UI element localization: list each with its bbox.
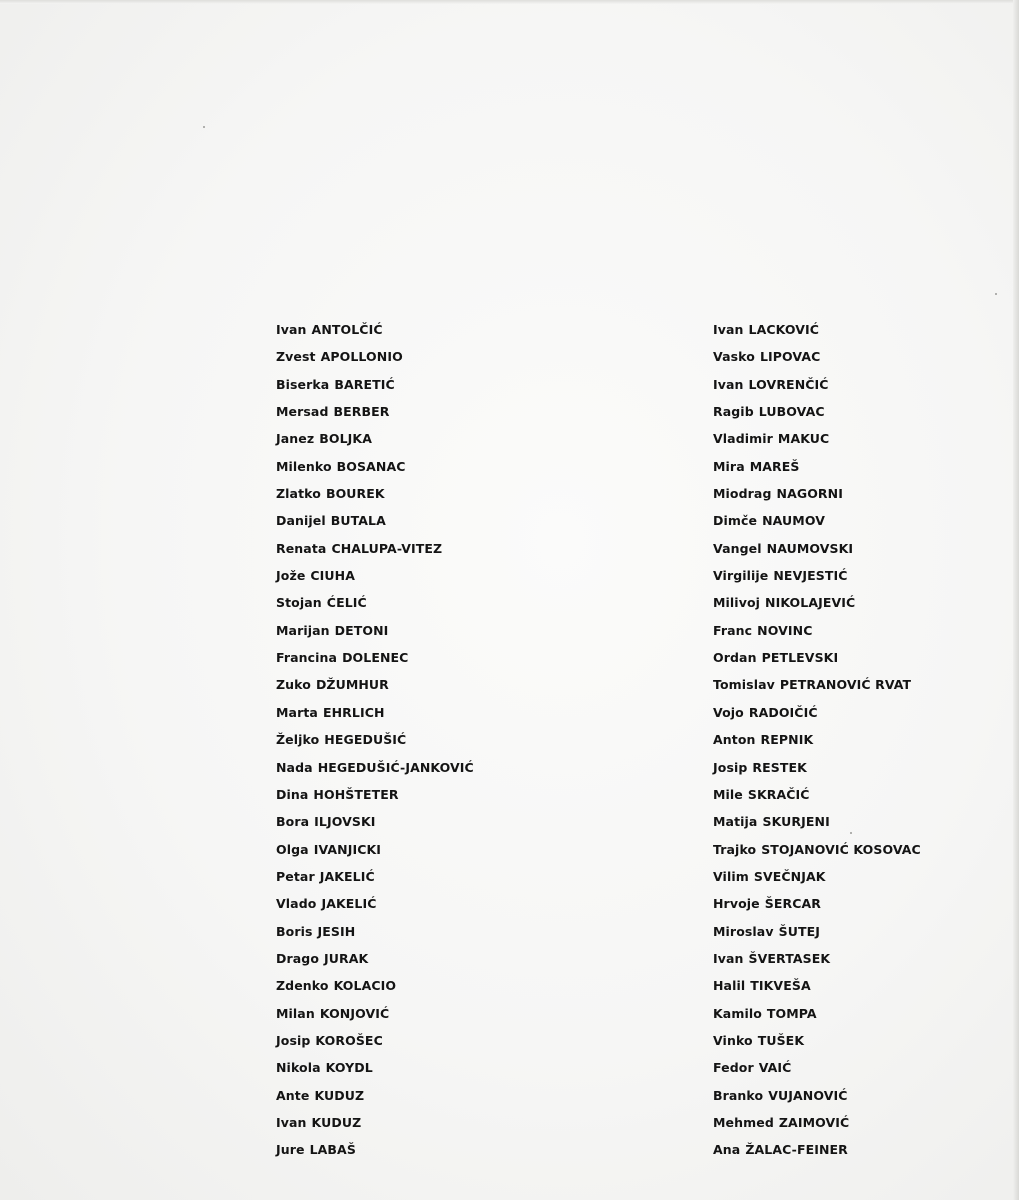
artist-last-name: KUDUZ xyxy=(314,1087,365,1103)
artist-name xyxy=(276,1027,474,1054)
artist-last-name: LACKOVIĆ xyxy=(748,322,820,337)
artist-first-name: Mira xyxy=(713,458,745,474)
artist-first-name: Ivan xyxy=(713,376,744,392)
artist-last-name: LUBOVAC xyxy=(758,404,825,420)
artist-first-name: Željko xyxy=(276,732,320,748)
artist-last-name: NEVJESTIĆ xyxy=(773,568,848,584)
artist-last-name: ŠVERTASEK xyxy=(748,950,831,966)
artist-name xyxy=(276,699,474,726)
artist-name xyxy=(276,781,474,808)
artist-last-name: STOJANOVIĆ KOSOVAC xyxy=(761,841,921,857)
artist-last-name: SVEČNJAK xyxy=(753,868,826,884)
artist-last-name: CIUHA xyxy=(310,568,356,584)
artist-name xyxy=(713,699,921,726)
artist-last-name: BERBER xyxy=(333,404,390,420)
artist-first-name: Ivan xyxy=(276,322,307,337)
artist-last-name: BUTALA xyxy=(330,513,386,529)
artist-last-name: HEGEDUŠIĆ-JANKOVIĆ xyxy=(317,759,474,775)
artist-first-name: Mehmed xyxy=(713,1114,774,1130)
artist-last-name: ŠUTEJ xyxy=(778,923,820,939)
artist-name xyxy=(276,1054,474,1081)
artist-first-name: Fedor xyxy=(713,1060,754,1076)
artist-last-name: LOVRENČIĆ xyxy=(748,376,829,392)
artist-first-name: Ana xyxy=(713,1142,741,1158)
artist-first-name: Branko xyxy=(713,1087,764,1103)
artist-name xyxy=(713,836,921,863)
artist-name xyxy=(276,453,474,480)
artist-first-name: Nada xyxy=(276,759,313,775)
page-right-edge xyxy=(1013,0,1019,1200)
artist-name xyxy=(713,507,921,534)
artist-name xyxy=(713,781,921,808)
artist-name xyxy=(276,808,474,835)
artist-last-name: KOYDL xyxy=(325,1060,373,1076)
artist-name xyxy=(713,562,921,589)
artist-first-name: Jure xyxy=(276,1142,305,1158)
artist-first-name: Ivan xyxy=(713,322,744,337)
artist-name xyxy=(276,371,474,398)
paper-speck xyxy=(995,293,997,295)
artist-first-name: Bora xyxy=(276,814,310,830)
artist-first-name: Miodrag xyxy=(713,486,772,502)
artist-name xyxy=(276,1082,474,1109)
artist-name xyxy=(713,371,921,398)
artist-last-name: TUŠEK xyxy=(757,1032,805,1048)
artist-name xyxy=(713,425,921,452)
artist-last-name: IVANJICKI xyxy=(313,841,382,857)
artist-name xyxy=(713,808,921,835)
artist-last-name: ILJOVSKI xyxy=(314,814,376,830)
artist-first-name: Vojo xyxy=(713,704,744,720)
artist-first-name: Halil xyxy=(713,978,746,994)
artist-last-name: LIPOVAC xyxy=(759,349,821,365)
artist-first-name: Trajko xyxy=(713,841,757,857)
artist-name xyxy=(713,863,921,890)
artist-first-name: Dina xyxy=(276,786,309,802)
artist-last-name: RADOIČIĆ xyxy=(748,704,818,720)
artist-name xyxy=(276,1000,474,1027)
artist-name xyxy=(276,671,474,698)
artist-first-name: Biserka xyxy=(276,376,330,392)
artist-last-name: CHALUPA-VITEZ xyxy=(331,540,443,556)
artist-name xyxy=(276,480,474,507)
artist-name xyxy=(713,671,921,698)
artist-first-name: Tomislav xyxy=(713,677,775,693)
artist-name xyxy=(276,1136,474,1163)
artist-name xyxy=(276,562,474,589)
artist-last-name: NAGORNI xyxy=(776,486,843,502)
artist-last-name: NAUMOV xyxy=(762,513,825,529)
artist-last-name: NAUMOVSKI xyxy=(766,540,854,556)
artist-last-name: NIKOLAJEVIĆ xyxy=(765,595,856,611)
artist-name xyxy=(276,589,474,616)
artist-last-name: BOUREK xyxy=(325,486,385,502)
artist-name xyxy=(713,1082,921,1109)
artist-name xyxy=(713,398,921,425)
artist-name xyxy=(276,863,474,890)
page-top-edge xyxy=(0,0,1019,4)
artist-last-name: ŠERCAR xyxy=(764,896,821,912)
artist-first-name: Renata xyxy=(276,540,327,556)
artist-first-name: Virgilije xyxy=(713,568,769,584)
artist-name xyxy=(276,972,474,999)
artist-last-name: ŽALAC-FEINER xyxy=(745,1142,848,1158)
artist-last-name: HEGEDUŠIĆ xyxy=(324,732,407,748)
artist-first-name: Zuko xyxy=(276,677,311,693)
artist-name xyxy=(713,890,921,917)
artist-first-name: Anton xyxy=(713,732,756,748)
artist-first-name: Vangel xyxy=(713,540,762,556)
artist-first-name: Marijan xyxy=(276,622,330,638)
artist-last-name: MAKUC xyxy=(777,431,830,447)
paper-speck xyxy=(203,126,205,128)
artist-first-name: Kamilo xyxy=(713,1005,762,1021)
artist-last-name: MAREŠ xyxy=(749,458,800,474)
artist-last-name: DOLENEC xyxy=(342,650,409,666)
artist-last-name: KUDUZ xyxy=(311,1114,362,1130)
artist-first-name: Vasko xyxy=(713,349,755,365)
artist-name xyxy=(276,617,474,644)
artist-first-name: Mersad xyxy=(276,404,329,420)
artist-first-name: Ivan xyxy=(276,1114,307,1130)
artist-first-name: Josip xyxy=(276,1032,311,1048)
artist-name xyxy=(276,398,474,425)
artist-first-name: Nikola xyxy=(276,1060,321,1076)
artist-name xyxy=(713,480,921,507)
artist-first-name: Milenko xyxy=(276,458,332,474)
artist-first-name: Milivoj xyxy=(713,595,761,611)
artist-first-name: Stojan xyxy=(276,595,322,611)
artist-first-name: Josip xyxy=(713,759,748,775)
artist-first-name: Ivan xyxy=(713,950,744,966)
artist-last-name: SKRAČIĆ xyxy=(747,786,810,802)
artist-last-name: SKURJENI xyxy=(762,814,830,830)
artist-last-name: HOHŠTETER xyxy=(313,786,399,802)
artist-last-name: BOLJKA xyxy=(319,431,372,447)
artist-first-name: Francina xyxy=(276,650,338,666)
artist-name xyxy=(713,1136,921,1163)
artist-name xyxy=(713,918,921,945)
artist-name xyxy=(713,754,921,781)
artist-first-name: Franc xyxy=(713,622,753,638)
artist-name xyxy=(276,425,474,452)
artist-last-name: VUJANOVIĆ xyxy=(768,1087,848,1103)
artist-last-name: LABAŠ xyxy=(309,1142,356,1158)
artist-first-name: Dimče xyxy=(713,513,758,529)
artist-last-name: TOMPA xyxy=(766,1005,817,1021)
artist-name xyxy=(713,972,921,999)
artist-first-name: Olga xyxy=(276,841,309,857)
artist-name xyxy=(713,589,921,616)
artist-first-name: Milan xyxy=(276,1005,315,1021)
artist-last-name: KONJOVIĆ xyxy=(319,1005,390,1021)
artist-first-name: Vinko xyxy=(713,1032,753,1048)
artist-name xyxy=(276,1109,474,1136)
artist-first-name: Vilim xyxy=(713,868,749,884)
artist-first-name: Drago xyxy=(276,950,320,966)
artist-name xyxy=(713,453,921,480)
artist-last-name: JESIH xyxy=(317,923,356,939)
artist-name xyxy=(713,644,921,671)
artist-last-name: ĆELIĆ xyxy=(326,595,367,611)
artist-name xyxy=(276,644,474,671)
artist-name xyxy=(713,343,921,370)
artist-list-left-column xyxy=(276,316,474,1164)
artist-first-name: Matija xyxy=(713,814,758,830)
artist-name xyxy=(276,890,474,917)
artist-first-name: Mile xyxy=(713,786,743,802)
artist-first-name: Vlado xyxy=(276,896,317,912)
artist-first-name: Vladimir xyxy=(713,431,773,447)
artist-last-name: VAIĆ xyxy=(758,1060,792,1076)
artist-last-name: ZAIMOVIĆ xyxy=(778,1114,850,1130)
artist-last-name: APOLLONIO xyxy=(320,349,403,365)
artist-last-name: JURAK xyxy=(324,950,369,966)
artist-first-name: Boris xyxy=(276,923,313,939)
artist-first-name: Zdenko xyxy=(276,978,329,994)
artist-first-name: Jože xyxy=(276,568,306,584)
artist-last-name: BARETIĆ xyxy=(334,376,395,392)
artist-first-name: Zvest xyxy=(276,349,316,365)
artist-last-name: PETRANOVIĆ RVAT xyxy=(779,677,912,693)
artist-name xyxy=(276,836,474,863)
artist-name xyxy=(713,1000,921,1027)
artist-first-name: Hrvoje xyxy=(713,896,760,912)
artist-name xyxy=(276,535,474,562)
artist-last-name: JAKELIĆ xyxy=(321,896,377,912)
artist-first-name: Ante xyxy=(276,1087,310,1103)
artist-name xyxy=(276,343,474,370)
artist-name xyxy=(713,617,921,644)
artist-last-name: DETONI xyxy=(334,622,389,638)
artist-last-name: REPNIK xyxy=(760,732,814,748)
artist-name xyxy=(276,918,474,945)
artist-last-name: PETLEVSKI xyxy=(761,650,839,666)
artist-name xyxy=(713,1027,921,1054)
artist-name xyxy=(713,316,921,343)
artist-name xyxy=(713,535,921,562)
artist-first-name: Ragib xyxy=(713,404,754,420)
artist-name xyxy=(276,726,474,753)
artist-name xyxy=(276,507,474,534)
artist-last-name: RESTEK xyxy=(752,759,807,775)
artist-last-name: NOVINC xyxy=(757,622,813,638)
artist-name xyxy=(713,1054,921,1081)
artist-first-name: Zlatko xyxy=(276,486,321,502)
artist-last-name: KOROŠEC xyxy=(315,1032,383,1048)
artist-last-name: DŽUMHUR xyxy=(315,677,389,693)
artist-name xyxy=(713,945,921,972)
artist-name xyxy=(276,945,474,972)
artist-last-name: KOLACIO xyxy=(333,978,397,994)
artist-last-name: TIKVEŠA xyxy=(750,978,811,994)
artist-name xyxy=(713,1109,921,1136)
artist-last-name: ANTOLČIĆ xyxy=(311,322,383,337)
artist-first-name: Janez xyxy=(276,431,315,447)
artist-first-name: Petar xyxy=(276,868,315,884)
artist-last-name: BOSANAC xyxy=(336,458,406,474)
artist-name xyxy=(713,726,921,753)
artist-list-right-column xyxy=(713,316,921,1164)
artist-first-name: Ordan xyxy=(713,650,757,666)
artist-last-name: EHRLICH xyxy=(322,704,385,720)
artist-first-name: Marta xyxy=(276,704,318,720)
artist-first-name: Danijel xyxy=(276,513,326,529)
artist-first-name: Miroslav xyxy=(713,923,774,939)
artist-last-name: JAKELIĆ xyxy=(319,868,375,884)
artist-name xyxy=(276,316,474,343)
artist-name xyxy=(276,754,474,781)
